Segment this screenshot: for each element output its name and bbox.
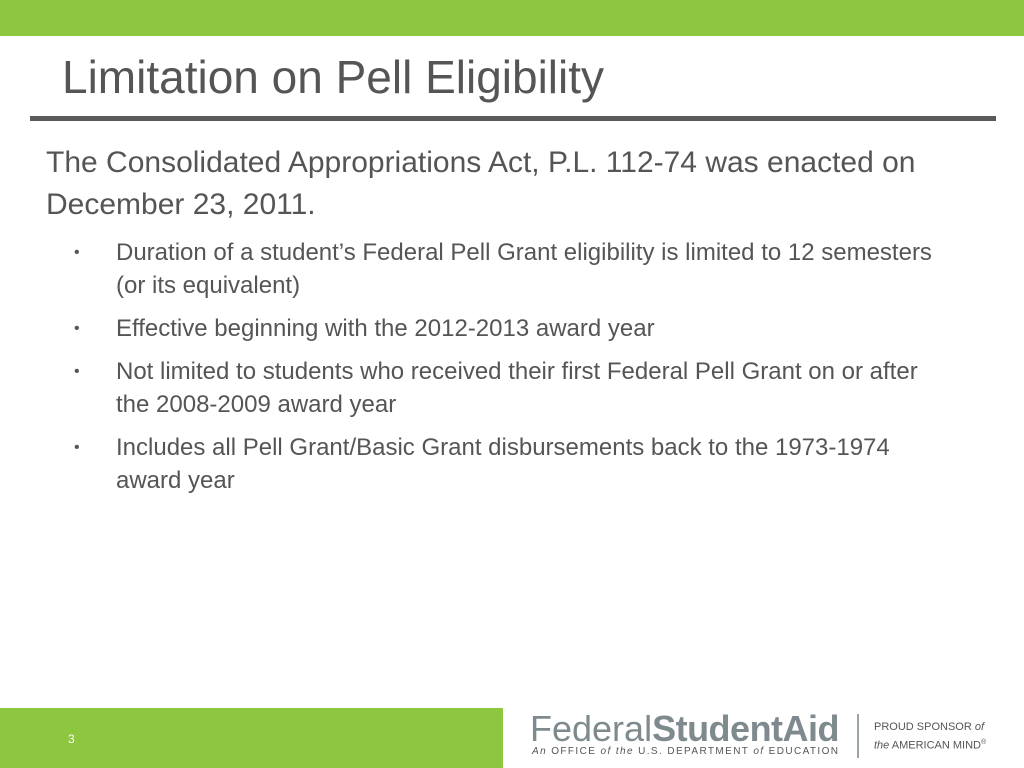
federal-student-aid-logo [530, 708, 840, 764]
registered-mark: ® [980, 739, 987, 746]
bullet-dot-icon: • [74, 439, 80, 456]
tagline-an: An [532, 746, 548, 757]
sponsor-tagline [874, 719, 1024, 754]
tagline-office: OFFICE [551, 746, 597, 757]
bullet-item [74, 355, 954, 421]
tagline-of: of [600, 746, 612, 757]
bullet-dot-icon: • [74, 363, 80, 380]
tagline-education: EDUCATION [768, 746, 840, 757]
intro-paragraph: The Consolidated Appropriations Act, P.L. 112-74 was enacted on December 23, 2011. [46, 146, 916, 221]
logo-word-federal: Federal [530, 708, 653, 749]
sponsor-line-2 [874, 735, 1024, 754]
sponsor-text: AMERICAN MIND [891, 739, 981, 752]
bullet-dot-icon: • [74, 244, 80, 261]
footer-accent-band [0, 708, 503, 768]
slide-title: Limitation on Pell Eligibility [62, 51, 605, 103]
bullet-dot-icon: • [74, 320, 80, 337]
bullet-text: Effective beginning with the 2012-2013 award year [116, 315, 655, 342]
tagline-department: U.S. DEPARTMENT [638, 746, 750, 757]
bullet-item [74, 431, 954, 497]
title-divider [30, 116, 996, 121]
bullet-text: Not limited to students who received their first Federal Pell Grant on or after the 2008-2009 award year [116, 358, 918, 418]
logo-word-student-aid: StudentAid [652, 708, 840, 749]
sponsor-line-1 [874, 719, 1024, 735]
sponsor-text: PROUD SPONSOR [874, 721, 972, 733]
bullet-item [74, 236, 954, 302]
logo-wordmark [530, 708, 839, 750]
top-accent-band [0, 0, 1024, 36]
tagline-the: the [615, 746, 634, 757]
sponsor-the: the [874, 739, 890, 752]
slide-number: 3 [68, 732, 75, 746]
bullet-item [74, 312, 954, 345]
logo-tagline [532, 746, 839, 757]
bullet-text: Includes all Pell Grant/Basic Grant disbursements back to the 1973-1974 award year [116, 434, 890, 494]
tagline-of: of [753, 746, 765, 757]
sponsor-of: of [974, 721, 985, 733]
logo-divider [857, 714, 859, 758]
bullet-list [74, 236, 954, 507]
bullet-text: Duration of a student’s Federal Pell Grant eligibility is limited to 12 semesters (or its equivalent) [116, 239, 932, 299]
